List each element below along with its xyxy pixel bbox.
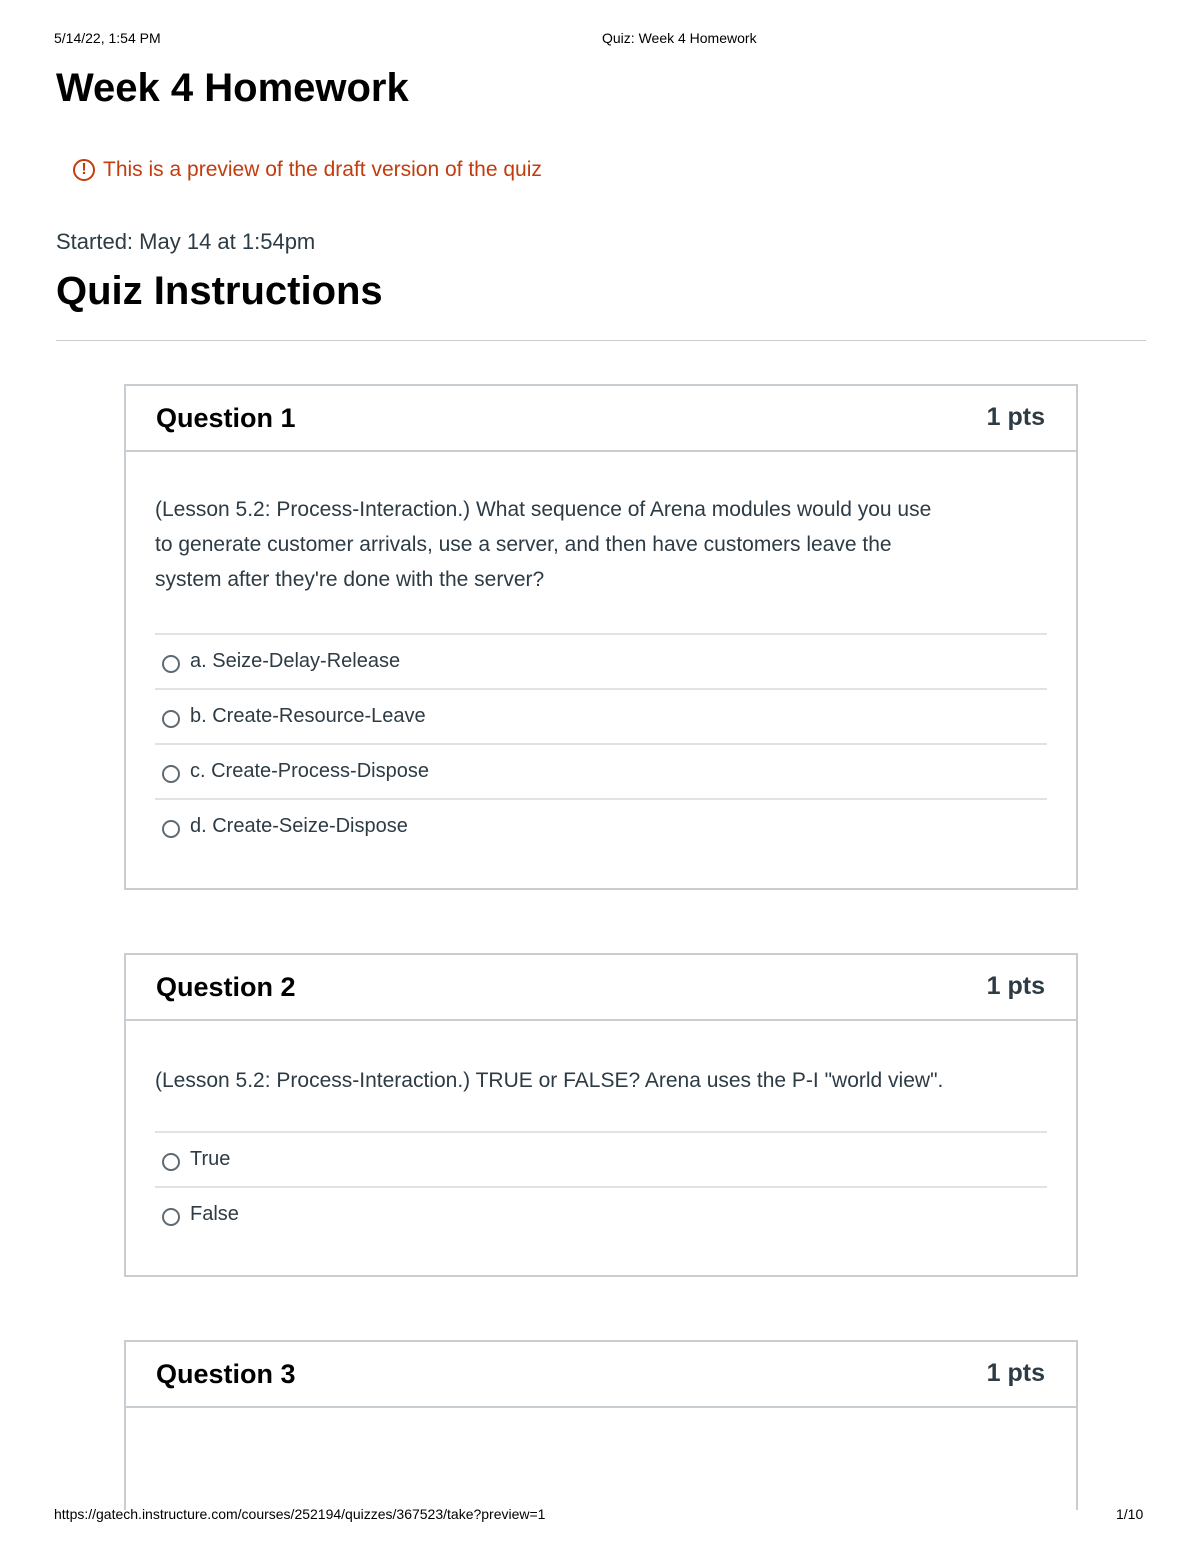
preview-warning bbox=[73, 158, 542, 182]
question-text-line: (Lesson 5.2: Process-Interaction.) TRUE or FALSE? Arena uses the P-I "world view". bbox=[155, 1069, 944, 1092]
answer-label: b. Create-Resource-Leave bbox=[190, 705, 426, 727]
preview-warning-text: This is a preview of the draft version of the quiz bbox=[103, 158, 542, 181]
answer-label: a. Seize-Delay-Release bbox=[190, 650, 401, 672]
answer-list bbox=[155, 633, 1047, 853]
print-document-title: Quiz: Week 4 Homework bbox=[602, 30, 757, 46]
answer-label: True bbox=[190, 1148, 231, 1170]
answer-label: False bbox=[190, 1203, 239, 1225]
answer-option-a[interactable] bbox=[155, 633, 1047, 688]
answer-option-true[interactable] bbox=[155, 1131, 1047, 1186]
print-header bbox=[0, 30, 1200, 50]
divider bbox=[56, 340, 1146, 341]
print-date: 5/14/22, 1:54 PM bbox=[54, 30, 161, 46]
question-text-line: to generate customer arrivals, use a server, and then have customers leave the bbox=[155, 533, 892, 556]
question-header bbox=[126, 386, 1076, 452]
quiz-instructions-heading: Quiz Instructions bbox=[56, 269, 383, 313]
answer-label: d. Create-Seize-Dispose bbox=[190, 815, 408, 837]
radio-button[interactable] bbox=[162, 820, 180, 838]
question-points: 1 pts bbox=[986, 403, 1045, 431]
question-header bbox=[126, 955, 1076, 1021]
radio-button[interactable] bbox=[162, 710, 180, 728]
question-title: Question 1 bbox=[156, 403, 296, 433]
radio-button[interactable] bbox=[162, 655, 180, 673]
print-footer bbox=[0, 1506, 1200, 1526]
page-url: https://gatech.instructure.com/courses/252194/quizzes/367523/take?preview=1 bbox=[54, 1506, 546, 1522]
question-points: 1 pts bbox=[986, 972, 1045, 1000]
question-3 bbox=[124, 1340, 1078, 1510]
radio-button[interactable] bbox=[162, 1153, 180, 1171]
question-title: Question 3 bbox=[156, 1359, 296, 1389]
answer-label: c. Create-Process-Dispose bbox=[190, 760, 429, 782]
question-1 bbox=[124, 384, 1078, 890]
answer-option-b[interactable] bbox=[155, 688, 1047, 743]
question-text-line: system after they're done with the server? bbox=[155, 568, 545, 591]
question-title: Question 2 bbox=[156, 972, 296, 1002]
question-text bbox=[155, 1063, 1047, 1098]
answer-list bbox=[155, 1131, 1047, 1241]
radio-button[interactable] bbox=[162, 765, 180, 783]
answer-option-false[interactable] bbox=[155, 1186, 1047, 1241]
radio-button[interactable] bbox=[162, 1208, 180, 1226]
question-body bbox=[126, 1021, 1076, 1241]
question-header bbox=[126, 1342, 1076, 1408]
page-number: 1/10 bbox=[1116, 1506, 1144, 1522]
question-body bbox=[126, 452, 1076, 853]
question-points: 1 pts bbox=[986, 1359, 1045, 1387]
question-text-line: (Lesson 5.2: Process-Interaction.) What sequence of Arena modules would you use bbox=[155, 498, 932, 521]
page-title: Week 4 Homework bbox=[56, 66, 409, 110]
exclamation-circle-icon: ! bbox=[73, 159, 95, 181]
question-2 bbox=[124, 953, 1078, 1277]
question-text bbox=[155, 492, 1047, 597]
answer-option-c[interactable] bbox=[155, 743, 1047, 798]
started-timestamp: Started: May 14 at 1:54pm bbox=[56, 229, 316, 254]
answer-option-d[interactable] bbox=[155, 798, 1047, 853]
